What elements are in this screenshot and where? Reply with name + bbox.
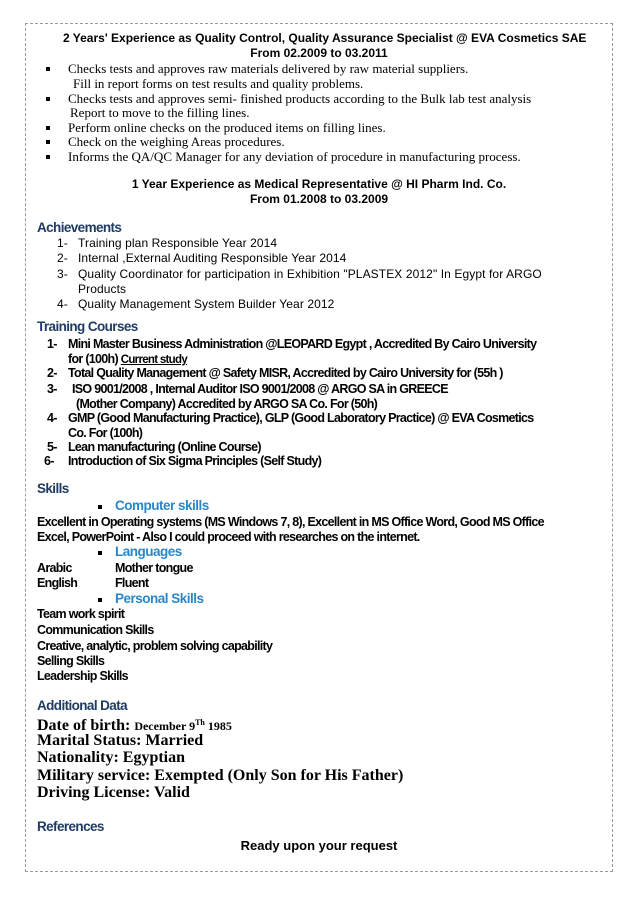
course-number: 5-	[47, 440, 57, 454]
bullet-icon	[98, 598, 102, 602]
subheading-computer-skills: Computer skills	[115, 498, 209, 513]
bullet-icon	[98, 505, 102, 509]
achievement-item: Training plan Responsible Year 2014	[78, 236, 278, 250]
driving-license: Driving License: Valid	[37, 784, 190, 801]
personal-skill: Creative, analytic, problem solving capability	[37, 639, 273, 653]
section-heading-achievements: Achievements	[37, 220, 122, 235]
course-item-continued: Co. For (100h)	[68, 426, 143, 440]
course-status: Current study	[120, 354, 188, 366]
duty-item: Informs the QA/QC Manager for any deviation of procedure in manufacturing process.	[68, 149, 521, 164]
personal-skill: Team work spirit	[37, 607, 125, 621]
dob-year: 1985	[204, 719, 232, 733]
achievement-number: 1-	[57, 236, 68, 250]
duty-item: Checks tests and approves semi- finished products according to the Bulk lab test analysis	[68, 91, 532, 106]
duty-item: Report to move to the filling lines.	[70, 105, 250, 120]
bullet-icon	[46, 140, 50, 144]
bullet-icon	[46, 97, 50, 101]
dob-label: Date of birth:	[37, 717, 131, 734]
experience-title: 2 Years' Experience as Quality Control, Quality Assurance Specialist @ EVA Cosmetics SAE	[63, 31, 587, 45]
dob-value	[134, 719, 232, 733]
bullet-icon	[46, 126, 50, 130]
bullet-icon	[98, 551, 102, 555]
course-number: 2-	[47, 366, 57, 380]
personal-skill: Leadership Skills	[37, 669, 128, 683]
section-heading-additional-data: Additional Data	[37, 698, 128, 713]
language-name: English	[37, 576, 78, 590]
course-number: 4-	[47, 411, 57, 425]
course-item: ISO 9001/2008 , Internal Auditor ISO 9001/2008 @ ARGO SA in GREECE	[72, 382, 448, 396]
personal-skill: Selling Skills	[37, 654, 105, 668]
bullet-icon	[46, 155, 50, 159]
achievement-number: 2-	[57, 251, 68, 265]
language-level: Mother tongue	[115, 561, 193, 575]
computer-skills-text: Excel, PowerPoint - Also I could proceed with researches on the internet.	[37, 530, 420, 544]
achievement-number: 3-	[57, 267, 68, 281]
nationality: Nationality: Egyptian	[37, 749, 186, 766]
duty-item: Fill in report forms on test results and quality problems.	[73, 76, 364, 91]
course-item: Introduction of Six Sigma Principles (Self Study)	[68, 454, 322, 468]
experience-period: From 01.2008 to 03.2009	[249, 192, 389, 206]
dob-suffix: Th	[195, 718, 205, 727]
course-item: Mini Master Business Administration @LEOPARD Egypt , Accredited By Cairo University	[68, 337, 537, 351]
language-name: Arabic	[37, 561, 72, 575]
references-text: Ready upon your request	[240, 838, 398, 853]
experience-period: From 02.2009 to 03.2011	[250, 46, 388, 60]
section-heading-skills: Skills	[37, 481, 69, 496]
course-number: 6-	[44, 454, 54, 468]
dob-month: December 9	[134, 719, 196, 733]
section-heading-references: References	[37, 819, 104, 834]
computer-skills-text: Excellent in Operating systems (MS Windows 7, 8), Excellent in MS Office Word, Good MS Office	[37, 515, 544, 529]
course-hours: for (100h)	[68, 352, 121, 366]
achievement-item: Quality Coordinator for participation in Exhibition "PLASTEX 2012" In Egypt for ARGO	[78, 267, 542, 281]
course-item: GMP (Good Manufacturing Practice), GLP (Good Laboratory Practice) @ EVA Cosmetics	[68, 411, 534, 425]
course-item: Total Quality Management @ Safety MISR, Accredited by Cairo University for (55h )	[68, 366, 503, 380]
achievement-item-continued: Products	[78, 282, 127, 296]
achievement-item: Quality Management System Builder Year 2012	[78, 297, 335, 311]
subheading-personal-skills: Personal Skills	[115, 591, 204, 606]
achievement-number: 4-	[57, 297, 68, 311]
duty-item: Checks tests and approves raw materials delivered by raw material suppliers.	[68, 61, 469, 76]
military-service: Military service: Exempted (Only Son for His Father)	[37, 767, 404, 784]
course-number: 1-	[47, 337, 57, 351]
course-item-continued: (Mother Company) Accredited by ARGO SA Co. For (50h)	[76, 397, 378, 411]
duty-item: Perform online checks on the produced items on filling lines.	[68, 120, 386, 135]
language-level: Fluent	[115, 576, 149, 590]
section-heading-training: Training Courses	[37, 319, 138, 334]
marital-status: Marital Status: Married	[37, 732, 204, 749]
personal-skill: Communication Skills	[37, 623, 154, 637]
course-number: 3-	[47, 382, 57, 396]
achievement-item: Internal ,External Auditing Responsible Year 2014	[78, 251, 347, 265]
duty-item: Check on the weighing Areas procedures.	[68, 134, 285, 149]
bullet-icon	[46, 67, 50, 71]
subheading-languages: Languages	[115, 544, 182, 559]
experience-title: 1 Year Experience as Medical Representative @ HI Pharm Ind. Co.	[131, 177, 507, 191]
course-item: Lean manufacturing (Online Course)	[68, 440, 261, 454]
